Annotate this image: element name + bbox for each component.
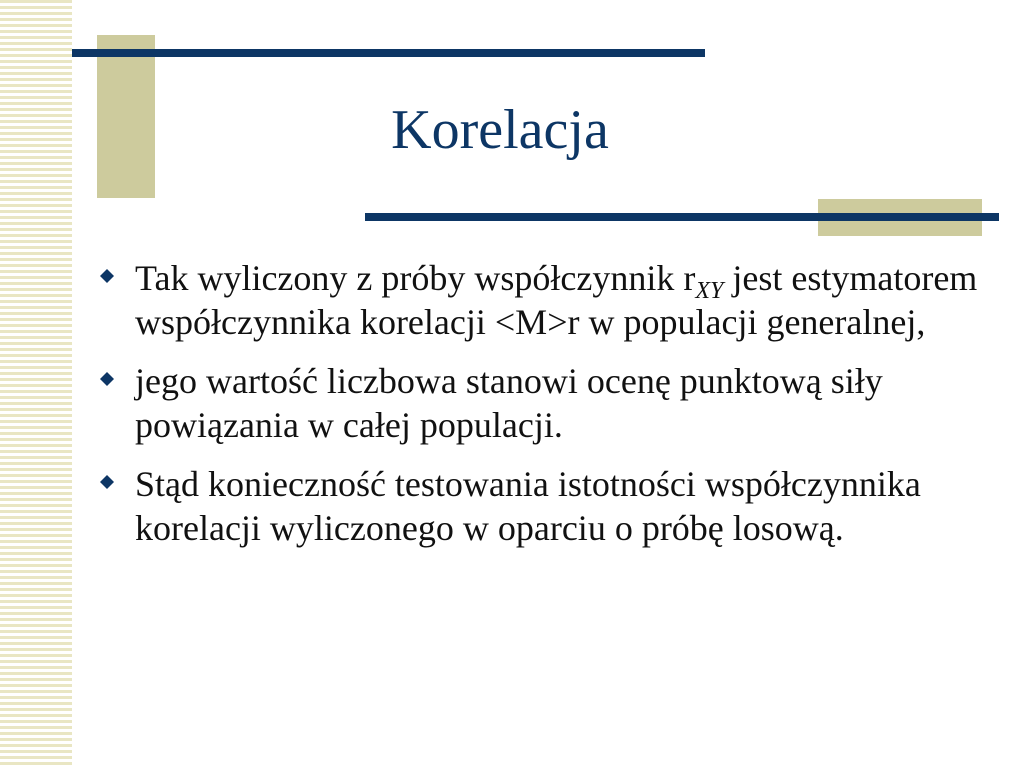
bullet-text-part: jest estymatorem współczynnika korelacji <M>r w populacji generalnej, — [135, 258, 978, 342]
bullet-text: Stąd konieczność testowania istotności współczynnika korelacji wyliczonego w oparciu o próbę losową. — [135, 464, 921, 548]
diamond-bullet-icon — [100, 372, 114, 386]
bullet-item — [100, 462, 980, 550]
bullet-list — [100, 256, 980, 565]
title-rule-bottom — [365, 213, 999, 221]
bullet-text-part: Tak wyliczony z próby współczynnik r — [135, 258, 696, 298]
accent-block-left — [97, 35, 155, 198]
bullet-item — [100, 256, 980, 344]
diamond-bullet-icon — [100, 475, 114, 489]
slide-title: Korelacja — [391, 99, 609, 161]
decorative-stripes — [0, 0, 72, 768]
diamond-bullet-icon — [100, 269, 114, 283]
title-rule-top — [72, 49, 705, 57]
bullet-text: jego wartość liczbowa stanowi ocenę punktową siły powiązania w całej populacji. — [135, 361, 883, 445]
bullet-item — [100, 359, 980, 447]
subscript-xy: XY — [695, 278, 724, 304]
